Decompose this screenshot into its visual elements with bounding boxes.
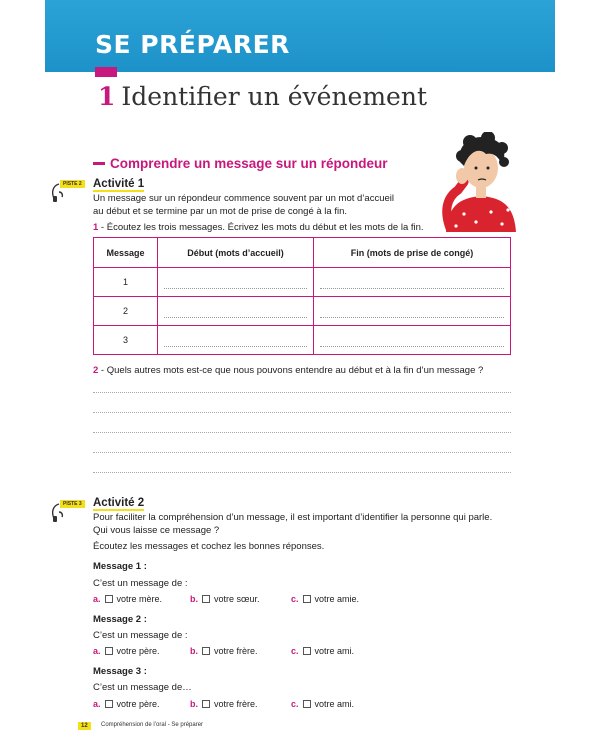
table-cell-message-number: 3 [94,326,158,355]
table-row [94,326,511,355]
option-checkbox[interactable]: c. votre ami. [291,646,355,656]
answer-line[interactable] [93,432,511,433]
section-number: 1 [98,82,116,111]
option-checkbox[interactable]: b. votre frère. [190,699,258,709]
table-cell-message-number: 2 [94,297,158,326]
option-checkbox[interactable]: c. votre amie. [291,594,360,604]
table-row [94,297,511,326]
option-checkbox[interactable]: c. votre ami. [291,699,355,709]
message-1-prompt: C’est un message de : [93,578,188,589]
answer-cell-fin[interactable] [314,326,511,355]
table-header: Message [94,238,158,268]
piste-label: PISTE 2 [60,180,85,188]
message-1-title: Message 1 : [93,561,147,572]
activity-2-intro-line-2: Qui vous laisse ce message ? [93,525,220,536]
answer-cell-debut[interactable] [158,326,314,355]
activity-1-question-1: 1 - Écoutez les trois messages. Écrivez les mots du début et les mots de la fin. [93,222,424,233]
message-3-prompt: C’est un message de… [93,682,192,693]
message-2-prompt: C’est un message de : [93,630,188,641]
activity-2-title: Activité 2 [93,497,145,509]
table-header: Début (mots d’accueil) [158,238,314,268]
piste-label: PISTE 3 [60,500,85,508]
option-checkbox[interactable]: b. votre frère. [190,646,258,656]
activity-1-intro-line-2: au début et se termine par un mot de prise de congé à la fin. [93,206,348,217]
footer-text: Compréhension de l’oral - Se préparer [101,722,204,728]
activity-1-question-2: 2 - Quels autres mots est-ce que nous pouvons entendre au début et à la fin d’un message ? [93,365,484,376]
activity-1-title: Activité 1 [93,178,145,190]
activity-1-intro-line-1: Un message sur un répondeur commence souvent par un mot d’accueil [93,193,394,204]
option-checkbox[interactable]: a. votre mère. [93,594,163,604]
answer-line[interactable] [93,472,511,473]
activity-2-instruction: Écoutez les messages et cochez les bonnes réponses. [93,541,325,552]
person-listening-illustration [436,132,526,232]
option-checkbox[interactable]: a. votre père. [93,646,160,656]
answer-line[interactable] [93,412,511,413]
subtitle-text: Comprendre un message sur un répondeur [110,156,388,171]
response-table [93,237,511,355]
section-title-text: Identifier un événement [121,82,427,111]
table-header: Fin (mots de prise de congé) [314,238,511,268]
table-header-row [94,238,511,268]
header-rule [117,67,460,71]
message-3-title: Message 3 : [93,666,147,677]
section-title [98,82,427,111]
table-cell-message-number: 1 [94,268,158,297]
option-checkbox[interactable]: b. votre sœur. [190,594,260,604]
header-accent-tab [95,67,117,77]
activity-2-intro-line-1: Pour faciliter la compréhension d’un message, il est important d’identifier la personne qui parle. [93,512,493,523]
message-2-title: Message 2 : [93,614,147,625]
page-header-title: SE PRÉPARER [95,30,290,59]
answer-cell-debut[interactable] [158,297,314,326]
subtitle-dash [93,162,105,165]
option-checkbox[interactable]: a. votre père. [93,699,160,709]
answer-cell-fin[interactable] [314,297,511,326]
answer-cell-debut[interactable] [158,268,314,297]
table-row [94,268,511,297]
answer-cell-fin[interactable] [314,268,511,297]
answer-line[interactable] [93,452,511,453]
answer-line[interactable] [93,392,511,393]
subtitle [93,156,388,171]
page-number: 12 [78,722,91,730]
